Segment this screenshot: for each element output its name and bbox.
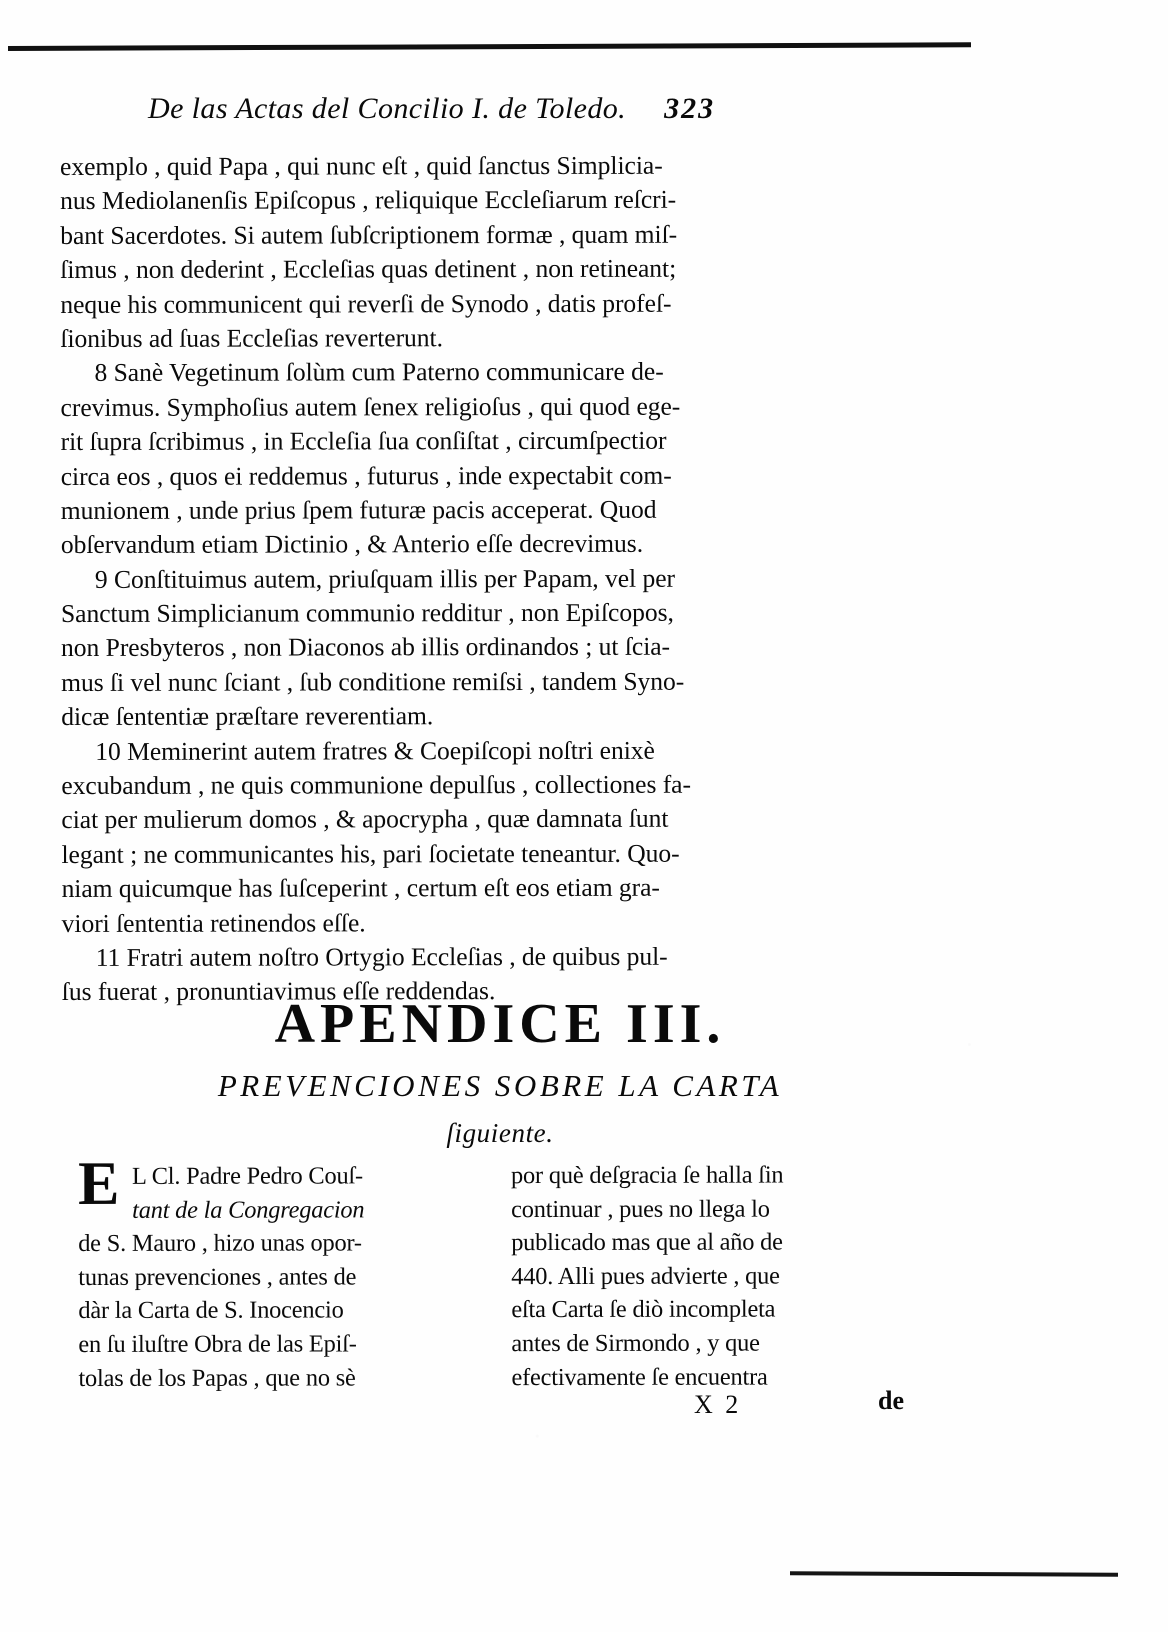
text-line: en ſu iluſtre Obra de las Epiſ- (78, 1330, 357, 1358)
text-line: ſimus , non dederint , Eccleſias quas detinent , non retineant; (60, 253, 677, 285)
appendix-subtitle-line1: PREVENCIONES SOBRE LA CARTA (217, 1068, 783, 1103)
text-line: tant de la Congregacion (132, 1195, 365, 1224)
text-line: crevimus. Symphoſius autem ſenex religioſus , qui quod ege- (60, 391, 681, 422)
text-line: 8 Sanè Vegetinum ſolùm cum Paterno communicare de- (94, 357, 664, 388)
appendix-heading: APENDICE III. (274, 993, 726, 1055)
signature-mark: X 2 (694, 1390, 742, 1419)
running-head-title: De las Actas del Concilio I. de Toledo. (148, 92, 627, 125)
text-line: ſionibus ad ſuas Eccleſias reverterunt. (60, 323, 443, 353)
body-text-block (60, 148, 912, 1010)
paragraph-continuation (60, 148, 910, 356)
text-line: eſta Carta ſe diò incompleta (511, 1295, 776, 1324)
text-line: non Presbyteros , non Diaconos ab illis ordinandos ; ut ſcia- (61, 632, 671, 663)
text-line: rit ſupra ſcribimus , in Eccleſia ſua conſiſtat , circumſpectior (60, 425, 667, 457)
text-line-partial-italic (78, 1193, 485, 1227)
text-line: tolas de los Papas , que no sè (78, 1363, 356, 1392)
text-line: antes de Sirmondo , y que (511, 1329, 760, 1358)
page-number: 323 (664, 92, 716, 125)
text-line: munionem , unde prius ſpem futuræ pacis acceperat. Quod (60, 494, 657, 525)
text-line: L Cl. Padre Pedro Couſ- (132, 1162, 363, 1190)
text-line: legant ; ne communicantes his, pari ſocietate teneantur. Quo- (61, 838, 680, 869)
text-line: ſus fuerat , pronuntiavimus eſſe reddendas. (61, 976, 496, 1007)
text-line: 9 Conſtituimus autem, priuſquam illis per Papam, vel per (94, 563, 676, 594)
text-line: niam quicumque has ſuſceperint , certum eſt eos etiam gra- (61, 872, 660, 904)
text-line: 440. Alli pues advierte , que (511, 1262, 780, 1290)
text-line: ciat per mulierum domos , & apocrypha , quæ damnata ſunt (61, 804, 669, 835)
text-line: 10 Meminerint autem fratres & Coepiſcopi noſtri enixè (95, 735, 655, 766)
text-line: mus ſi vel nunc ſciant , ſub conditione remiſsi , tandem Syno- (61, 666, 685, 697)
paragraph-8 (60, 355, 910, 563)
text-line: continuar , pues no llega lo (511, 1195, 770, 1223)
text-line: nus Mediolanenſis Epiſcopus , reliquique Eccleſiarum reſcri- (60, 185, 677, 216)
text-line: Sanctum Simplicianum communio redditur , non Epiſcopos, (60, 597, 674, 629)
catchword: de (878, 1386, 904, 1415)
text-line: por què deſgracia ſe halla ſin (511, 1161, 784, 1190)
two-column-text (77, 1149, 918, 1395)
text-line: tunas prevenciones , antes de (78, 1263, 357, 1291)
text-line: dicæ ſententiæ præſtare reverentiam. (61, 701, 434, 732)
text-line: publicado mas que al año de (511, 1228, 783, 1257)
paragraph-9 (61, 561, 911, 735)
paragraph-10 (61, 733, 911, 941)
text-line: de S. Mauro , hizo unas opor- (78, 1229, 362, 1258)
text-line: efectivamente ſe encuentra (511, 1363, 768, 1391)
text-line: obſervandum etiam Dictinio , & Anterio eſſe decrevimus. (60, 529, 644, 560)
running-head (0, 92, 1000, 126)
drop-cap-letter: E (77, 1149, 120, 1218)
text-line: dàr la Carta de S. Inocencio (78, 1296, 344, 1325)
text-line: excubandum , ne quis communione depulſus , collectiones fa- (61, 769, 691, 801)
bottom-horizontal-rule (790, 1571, 1118, 1576)
text-line: bant Sacerdotes. Si autem ſubſcriptionem formæ , quam miſ- (60, 219, 678, 250)
right-column (511, 1158, 918, 1394)
text-line: 11 Fratri autem noſtro Ortygio Eccleſias , de quibus pul- (95, 941, 668, 972)
text-line: exemplo , quid Papa , qui nunc eſt , quid ſanctus Simplicia- (60, 150, 663, 181)
appendix-subtitle-line2: ſiguiente. (446, 1118, 554, 1148)
text-line: circa eos , quos ei reddemus , futurus , inde expectabit com- (60, 460, 672, 491)
top-horizontal-rule (8, 42, 971, 51)
left-column (77, 1149, 485, 1395)
text-line: neque his communicent qui reverſi de Synodo , datis profeſ- (60, 288, 672, 319)
text-line: viori ſententia retinendos eſſe. (61, 907, 366, 938)
